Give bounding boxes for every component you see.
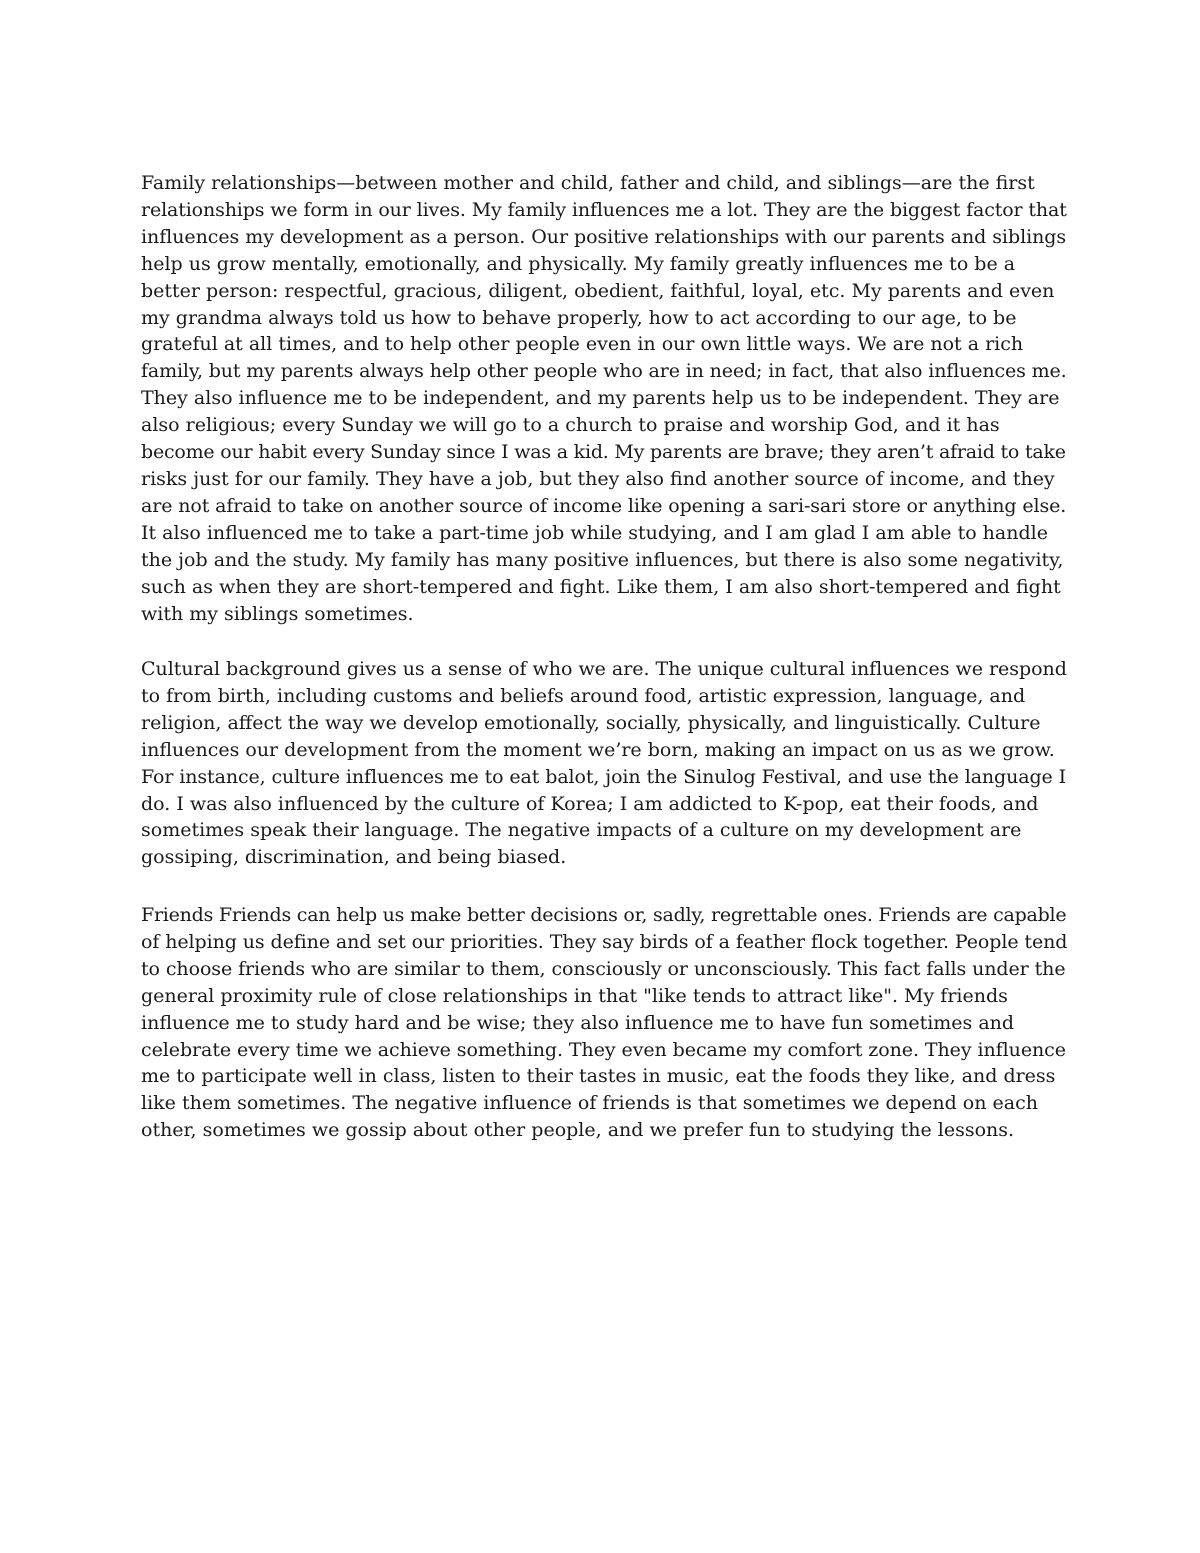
text-line: other, sometimes we gossip about other people, and we prefer fun to studying the lessons.	[141, 1119, 1015, 1142]
paragraph-friends	[141, 902, 1066, 1144]
text-line: the job and the study. My family has many positive influences, but there is also some negativity,	[141, 548, 1064, 571]
text-line: It also influenced me to take a part-time job while studying, and I am glad I am able to handle	[141, 521, 1048, 544]
text-line: influences my development as a person. Our positive relationships with our parents and siblings	[141, 225, 1067, 248]
text-line: Family relationships—between mother and child, father and child, and siblings—are the first	[141, 172, 1035, 194]
paragraph-culture	[141, 656, 1066, 871]
text-line: For instance, culture influences me to eat balot, join the Sinulog Festival, and use the language I	[141, 765, 1067, 788]
paragraph-family	[141, 170, 1066, 627]
text-line: grateful at all times, and to help other people even in our own little ways. We are not a rich	[141, 333, 1024, 356]
text-line: general proximity rule of close relationships in that "like tends to attract like". My friends	[141, 984, 1008, 1007]
text-line: celebrate every time we achieve something. They even became my comfort zone. They influence	[141, 1038, 1066, 1061]
text-line: become our habit every Sunday since I was a kid. My parents are brave; they aren’t afraid to take	[141, 441, 1066, 464]
text-line: Friends Friends can help us make better decisions or, sadly, regrettable ones. Friends are capable	[141, 904, 1067, 926]
text-line: also religious; every Sunday we will go to a church to praise and worship God, and it has	[141, 414, 1000, 437]
text-line: gossiping, discrimination, and being biased.	[141, 846, 567, 869]
text-line: are not afraid to take on another source of income like opening a sari-sari store or anything else.	[141, 494, 1067, 517]
text-line: do. I was also influenced by the culture of Korea; I am addicted to K-pop, eat their foods, and	[141, 792, 1039, 815]
text-line: risks just for our family. They have a job, but they also find another source of income, and they	[141, 467, 1055, 490]
text-line: Cultural background gives us a sense of who we are. The unique cultural influences we respond	[141, 658, 1067, 680]
text-line: with my siblings sometimes.	[141, 602, 414, 625]
text-line: better person: respectful, gracious, diligent, obedient, faithful, loyal, etc. My parents and even	[141, 279, 1055, 302]
text-line: my grandma always told us how to behave properly, how to act according to our age, to be	[141, 306, 1017, 329]
text-line: like them sometimes. The negative influence of friends is that sometimes we depend on each	[141, 1092, 1038, 1115]
text-line: help us grow mentally, emotionally, and physically. My family greatly influences me to be a	[141, 252, 1016, 275]
text-line: family, but my parents always help other people who are in need; in fact, that also influences me.	[141, 360, 1067, 383]
text-line: to from birth, including customs and beliefs around food, artistic expression, language, and	[141, 684, 1026, 707]
text-line: influence me to study hard and be wise; they also influence me to have fun sometimes and	[141, 1011, 1015, 1034]
text-line: sometimes speak their language. The negative impacts of a culture on my development are	[141, 819, 1022, 842]
text-line: such as when they are short-tempered and fight. Like them, I am also short-tempered and fight	[141, 575, 1061, 598]
text-line: to choose friends who are similar to them, consciously or unconsciously. This fact falls under the	[141, 957, 1066, 980]
text-line: religion, affect the way we develop emotionally, socially, physically, and linguistically. Culture	[141, 711, 1041, 734]
text-line: relationships we form in our lives. My family influences me a lot. They are the biggest factor that	[141, 198, 1067, 221]
text-line: of helping us define and set our priorities. They say birds of a feather flock together. People tend	[141, 930, 1068, 953]
text-line: influences our development from the moment we’re born, making an impact on us as we grow.	[141, 738, 1055, 761]
text-line: me to participate well in class, listen to their tastes in music, eat the foods they like, and dress	[141, 1065, 1056, 1088]
text-line: They also influence me to be independent, and my parents help us to be independent. They are	[141, 387, 1060, 410]
